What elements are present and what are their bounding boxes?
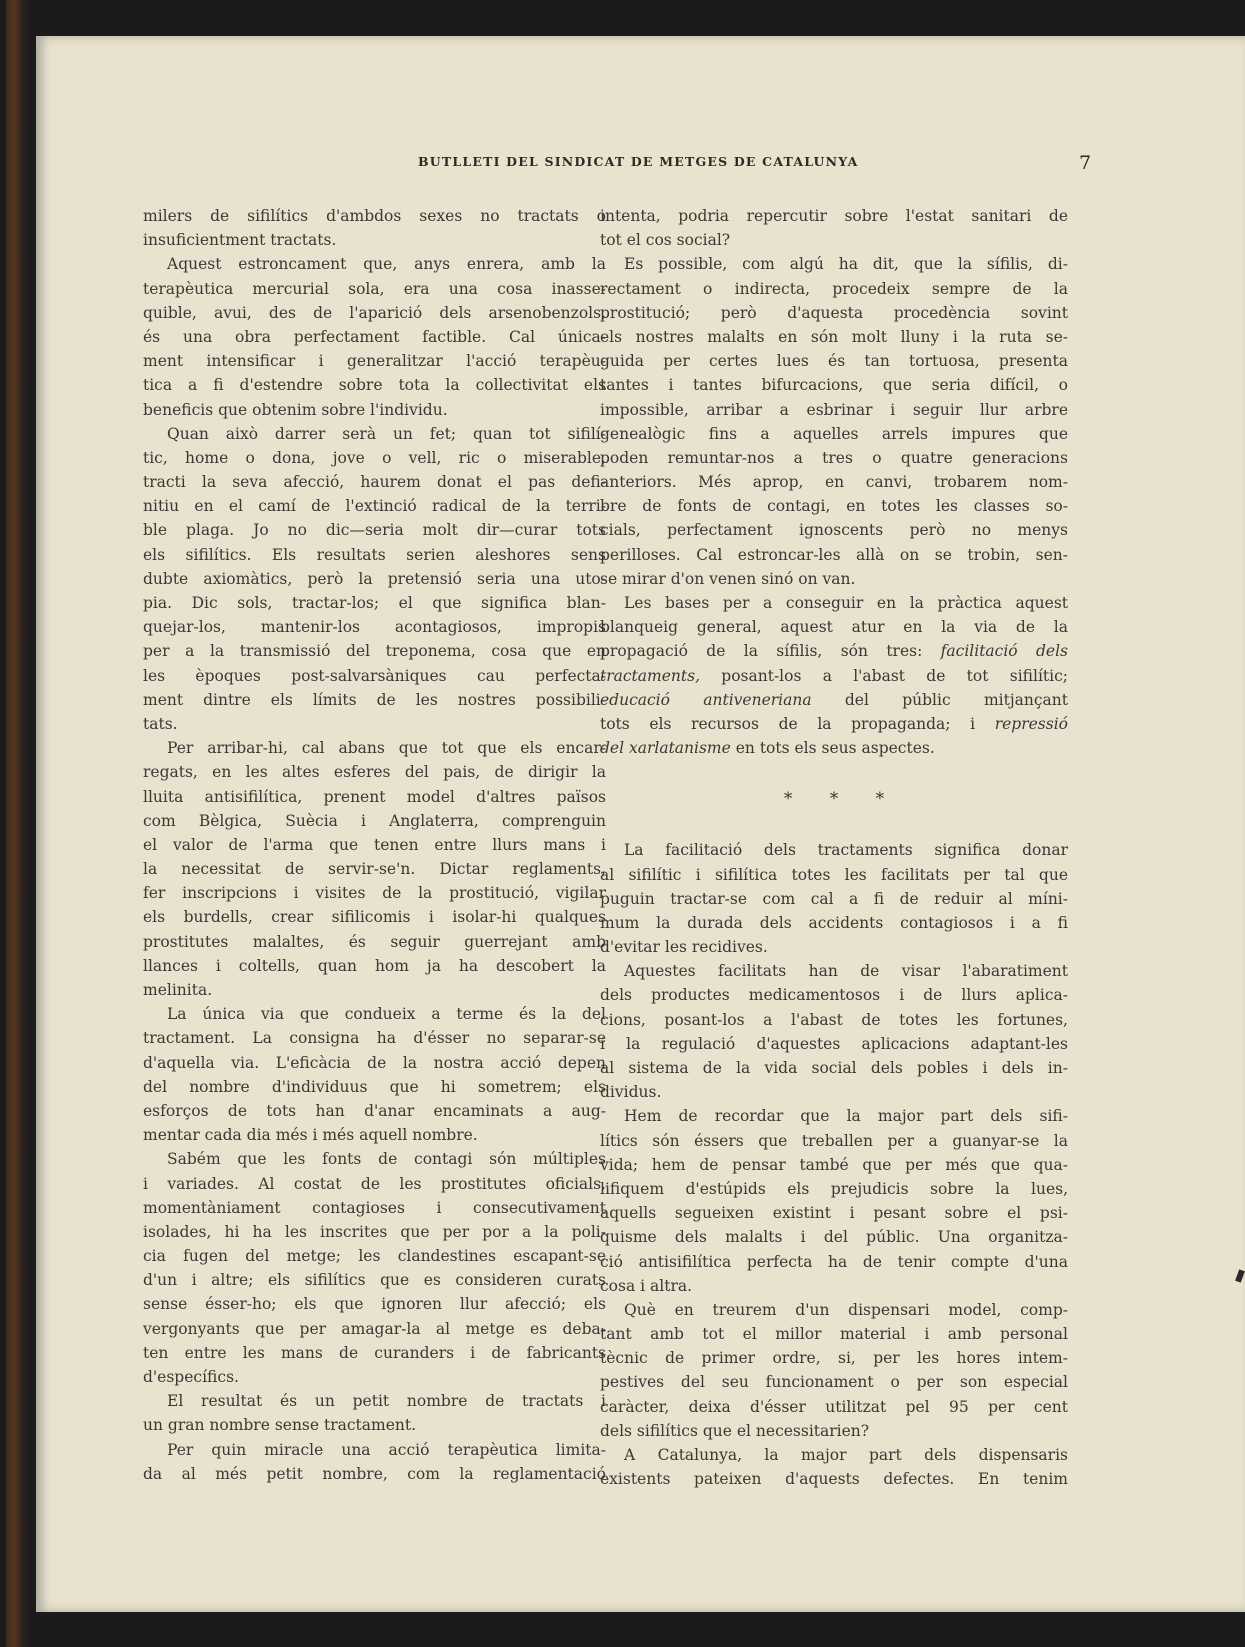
text-line: vergonyants que per amagar-la al metge es deba-	[143, 1319, 606, 1338]
text-line: ten entre les mans de curanders i de fabricants	[143, 1343, 606, 1362]
text-line: tracti la seva afecció, haurem donat el pas defi-	[143, 473, 606, 492]
text-line: dubte axiomàtics, però la pretensió seria una uto-	[143, 569, 606, 588]
text-line: la necessitat de servir-se'n. Dictar reglaments,	[143, 860, 606, 879]
section-gap	[600, 828, 1068, 838]
text-line: isolades, hi ha les inscrites que per por a la poli-	[143, 1222, 606, 1241]
text-line: prostitució; però d'aquesta procedència sovint	[600, 303, 1068, 322]
text-line: cions, posant-los a l'abast de totes les fortunes,	[600, 1010, 1068, 1029]
text-line: mentar cada dia més i més aquell nombre.	[143, 1126, 478, 1145]
text-line: d'específics.	[143, 1368, 239, 1386]
text-line: terapèutica mercurial sola, era una cosa inasse-	[143, 279, 606, 298]
text-line: tats.	[143, 714, 178, 733]
text-line: d'aquella via. L'eficàcia de la nostra acció depen	[143, 1053, 606, 1072]
right-column-bottom-text	[600, 838, 1068, 1491]
text-line: poden remuntar-nos a tres o quatre generacions	[600, 448, 1068, 467]
text-line: fer inscripcions i visites de la prostitució, vigilar	[143, 884, 606, 903]
text-line: Per arribar-hi, cal abans que tot que els encar-	[167, 739, 606, 758]
text-line: Quan això darrer serà un fet; quan tot sifilí-	[167, 424, 606, 443]
text-line: lifiquem d'estúpids els prejudicis sobre la lues,	[600, 1179, 1068, 1198]
text-line: educació antiveneriana del públic mitjançant	[600, 690, 1068, 709]
left-text-column	[143, 204, 606, 1486]
text-line: al sistema de la vida social dels pobles i dels in-	[600, 1059, 1068, 1077]
text-line: Què en treurem d'un dispensari model, comp-	[624, 1300, 1068, 1319]
text-line: caràcter, deixa d'ésser utilitzat pel 95 per cent	[600, 1397, 1068, 1416]
text-line: tica a fi d'estendre sobre tota la collectivitat els	[143, 376, 606, 395]
text-line: llances i coltells, quan hom ja ha descobert la	[143, 956, 606, 975]
text-line: d'un i altre; els sifilítics que es consideren curats	[143, 1271, 606, 1290]
text-line: quisme dels malalts i del públic. Una organitza-	[600, 1228, 1068, 1247]
text-line: dels productes medicamentosos i de llurs aplica-	[600, 986, 1068, 1005]
section-separator: * * *	[783, 789, 901, 810]
text-line: blanqueig general, aquest atur en la via de la	[600, 618, 1068, 637]
text-line: i variades. Al costat de les prostitutes oficials,	[143, 1174, 606, 1193]
text-line: com Bèlgica, Suècia i Anglaterra, comprenguin	[143, 811, 606, 830]
text-line: els burdells, crear sifilicomis i isolar-hi qualques	[143, 908, 606, 927]
text-line: anteriors. Més aprop, en canvi, trobarem nom-	[600, 473, 1068, 492]
text-line: quible, avui, des de l'aparició dels arsenobenzols,	[143, 303, 606, 322]
paper-sheet	[36, 36, 1245, 1612]
text-line: El resultat és un petit nombre de tractats i	[167, 1392, 606, 1411]
right-column-top-text	[600, 204, 1068, 760]
text-line: del nombre d'individuus que hi sometrem; els	[143, 1077, 606, 1096]
text-line: genealògic fins a aquelles arrels impures que	[600, 424, 1068, 443]
text-line: i la regulació d'aquestes aplicacions adaptant-les	[600, 1034, 1068, 1053]
text-line: momentàniament contagioses i consecutivament	[143, 1198, 606, 1217]
text-line: d'evitar les recidives.	[600, 938, 768, 957]
text-line: guida per certes lues és tan tortuosa, presenta	[600, 352, 1068, 371]
text-line: al sifilític i sifilítica totes les facilitats per tal que	[600, 865, 1068, 884]
text-line: Aquestes facilitats han de visar l'abaratiment	[624, 962, 1068, 981]
text-line: quejar-los, mantenir-los acontagiosos, impropis	[143, 618, 606, 637]
text-line: se mirar d'on venen sinó on van.	[600, 569, 856, 588]
text-line: tant amb tot el millor material i amb personal	[600, 1325, 1068, 1344]
text-line: del xarlatanisme en tots els seus aspectes.	[600, 739, 935, 758]
text-line: mum la durada dels accidents contagiosos i a fi	[600, 913, 1068, 932]
text-line: els nostres malalts en són molt lluny i la ruta se-	[600, 327, 1068, 346]
text-line: A Catalunya, la major part dels dispensaris	[624, 1446, 1068, 1464]
text-line: melinita.	[143, 981, 213, 999]
text-line: per a la transmissió del treponema, cosa que en	[143, 642, 606, 661]
text-line: regats, en les altes esferes del pais, de dirigir la	[143, 763, 606, 782]
text-line: aquells segueixen existint i pesant sobre el psi-	[600, 1204, 1068, 1223]
page-number: 7	[1079, 152, 1092, 174]
running-header	[36, 154, 1245, 174]
right-text-column	[600, 204, 1068, 1491]
text-line: tot el cos social?	[600, 231, 731, 250]
text-line: dividus.	[600, 1083, 662, 1102]
text-line: rectament o indirecta, procedeix sempre de la	[600, 279, 1068, 298]
text-line: La única via que condueix a terme és la del	[167, 1005, 606, 1024]
text-line: ble plaga. Jo no dic—seria molt dir—curar tots	[143, 521, 606, 540]
text-line: tantes i tantes bifurcacions, que seria difícil, o	[600, 376, 1068, 395]
text-line: tractaments, posant-los a l'abast de tot sifilític;	[600, 666, 1068, 685]
text-line: tots els recursos de la propaganda; i repressió	[600, 714, 1068, 733]
text-line: perilloses. Cal estroncar-les allà on se trobin, sen-	[600, 545, 1068, 564]
text-line: La facilitació dels tractaments significa donar	[624, 841, 1068, 860]
section-gap	[600, 760, 1068, 770]
text-line: puguin tractar-se com cal a fi de reduir al míni-	[600, 889, 1068, 908]
text-line: lluita antisifilítica, prenent model d'altres països	[143, 787, 606, 806]
text-line: nitiu en el camí de l'extinció radical de la terri-	[143, 497, 606, 516]
running-title: BUTLLETI DEL SINDICAT DE METGES DE CATALUNYA	[418, 154, 859, 169]
text-line: esforços de tots han d'anar encaminats a aug-	[143, 1101, 606, 1120]
text-line: un gran nombre sense tractament.	[143, 1416, 417, 1435]
text-line: Les bases per a conseguir en la pràctica aquest	[624, 594, 1068, 612]
text-line: ment intensificar i generalitzar l'acció terapèu-	[143, 352, 606, 371]
text-line: pia. Dic sols, tractar-los; el que significa blan-	[143, 594, 606, 612]
text-line: intenta, podria repercutir sobre l'estat sanitari de	[600, 207, 1068, 225]
text-line: Aquest estroncament que, anys enrera, amb la	[167, 255, 606, 274]
text-line: insuficientment tractats.	[143, 231, 337, 250]
text-line: tècnic de primer ordre, si, per les hores intem-	[600, 1349, 1068, 1368]
text-line: dels sifilítics que el necessitarien?	[600, 1421, 870, 1440]
text-line: el valor de l'arma que tenen entre llurs mans i	[143, 835, 606, 854]
text-line: pestives del seu funcionament o per son especial	[600, 1373, 1068, 1392]
text-line: bre de fonts de contagi, en totes les classes so-	[600, 497, 1068, 516]
text-line: és una obra perfectament factible. Cal única-	[143, 327, 606, 346]
text-line: cosa i altra.	[600, 1276, 693, 1295]
text-line: ment dintre els límits de les nostres possibili-	[143, 690, 606, 709]
text-line: propagació de la sífilis, són tres: facilitació dels	[600, 642, 1068, 661]
text-line: Hem de recordar que la major part dels sifi-	[624, 1107, 1068, 1126]
text-line: Es possible, com algú ha dit, que la sífilis, di-	[624, 255, 1068, 274]
text-line: els sifilítics. Els resultats serien aleshores sens	[143, 545, 606, 564]
text-line: milers de sifilítics d'ambdos sexes no tractats o	[143, 207, 606, 225]
text-line: ció antisifilítica perfecta ha de tenir compte d'una	[600, 1252, 1068, 1271]
text-line: tractament. La consigna ha d'ésser no separar-se	[143, 1029, 606, 1048]
text-line: Per quin miracle una acció terapèutica limita-	[167, 1440, 606, 1459]
text-line: cials, perfectament ignoscents però no menys	[600, 521, 1068, 540]
text-line: da al més petit nombre, com la reglamentació	[143, 1464, 606, 1483]
text-line: vida; hem de pensar també que per més que qua-	[600, 1155, 1068, 1174]
text-line: impossible, arribar a esbrinar i seguir llur arbre	[600, 400, 1068, 419]
text-line: cia fugen del metge; les clandestines escapant-se	[143, 1247, 606, 1266]
text-line: sense ésser-ho; els que ignoren llur afecció; els	[143, 1295, 606, 1314]
text-line: les èpoques post-salvarsàniques cau perfecta-	[143, 666, 606, 685]
text-line: tic, home o dona, jove o vell, ric o miserable,	[143, 448, 606, 467]
text-line: prostitutes malaltes, és seguir guerrejant amb	[143, 932, 606, 951]
text-line: lítics són éssers que treballen per a guanyar-se la	[600, 1131, 1068, 1150]
text-line: existents pateixen d'aquests defectes. En tenim	[600, 1470, 1068, 1489]
text-line: beneficis que obtenim sobre l'individu.	[143, 400, 448, 419]
text-line: Sabém que les fonts de contagi són múltiples	[167, 1150, 606, 1169]
